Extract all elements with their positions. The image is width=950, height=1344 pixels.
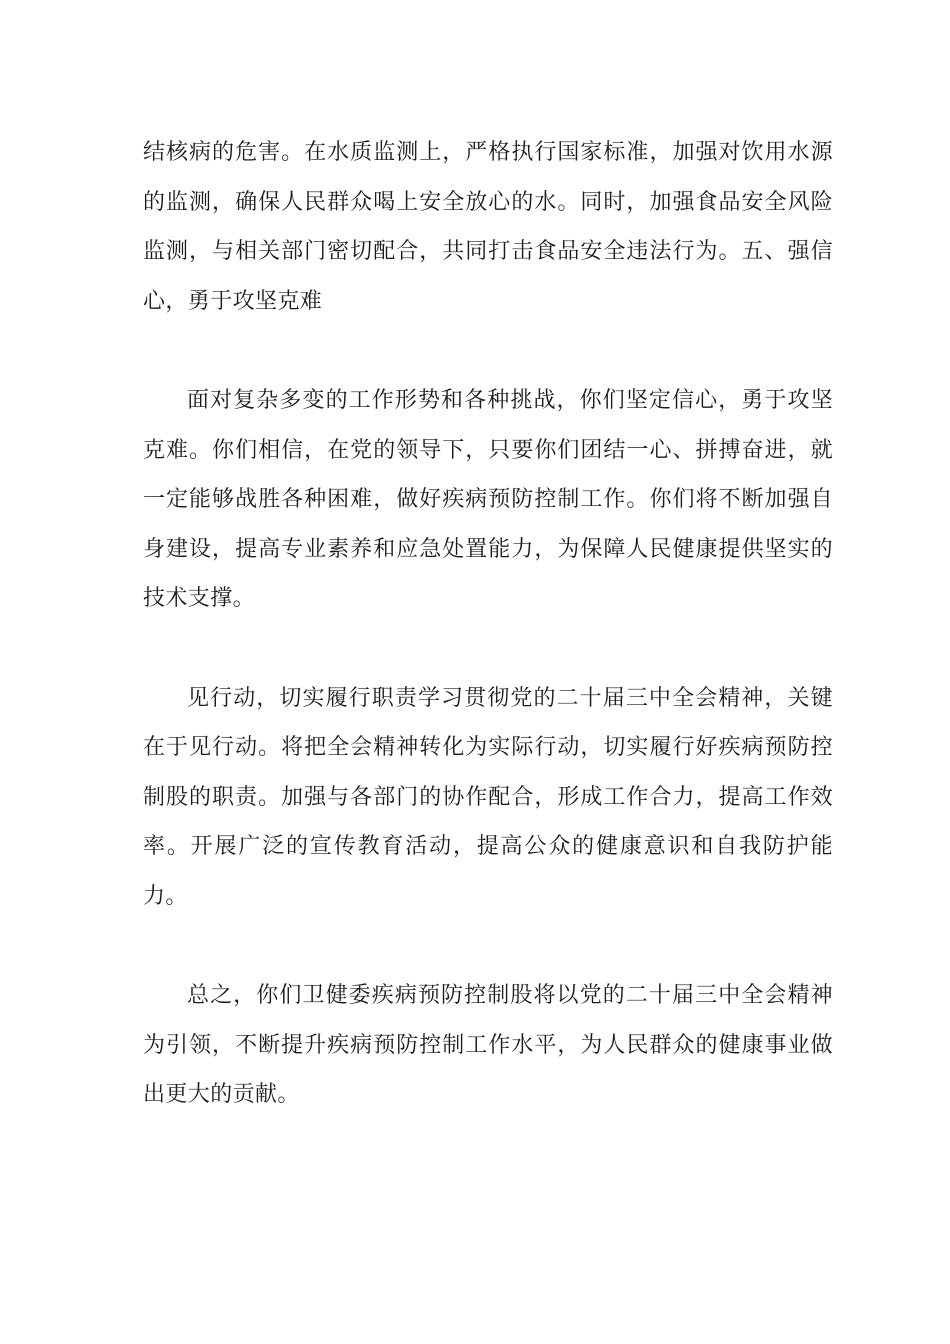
- paragraph-4: 总之，你们卫健委疾病预防控制股将以党的二十届三中全会精神为引领，不断提升疾病预防控制工作水平，为人民群众的健康事业做出更大的贡献。: [143, 983, 833, 1108]
- paragraph-3: 见行动，切实履行职责学习贯彻党的二十届三中全会精神，关键在于见行动。将把全会精神转化为实际行动，切实履行好疾病预防控制股的职责。加强与各部门的协作配合，形成工作合力，提高工作效率。开展广泛的宣传教育活动，提高公众的健康意识和自我防护能力。: [143, 685, 833, 909]
- paragraph-1: 结核病的危害。在水质监测上，严格执行国家标准，加强对饮用水源的监测，确保人民群众喝上安全放心的水。同时，加强食品安全风险监测，与相关部门密切配合，共同打击食品安全违法行为。五、强信心，勇于攻坚克难: [143, 140, 833, 314]
- document-body: [143, 128, 833, 1120]
- paragraph-2: 面对复杂多变的工作形势和各种挑战，你们坚定信心，勇于攻坚克难。你们相信，在党的领导下，只要你们团结一心、拼搏奋进，就一定能够战胜各种困难，做好疾病预防控制工作。你们将不断加强自身建设，提高专业素养和应急处置能力，为保障人民健康提供坚实的技术支撑。: [143, 387, 833, 612]
